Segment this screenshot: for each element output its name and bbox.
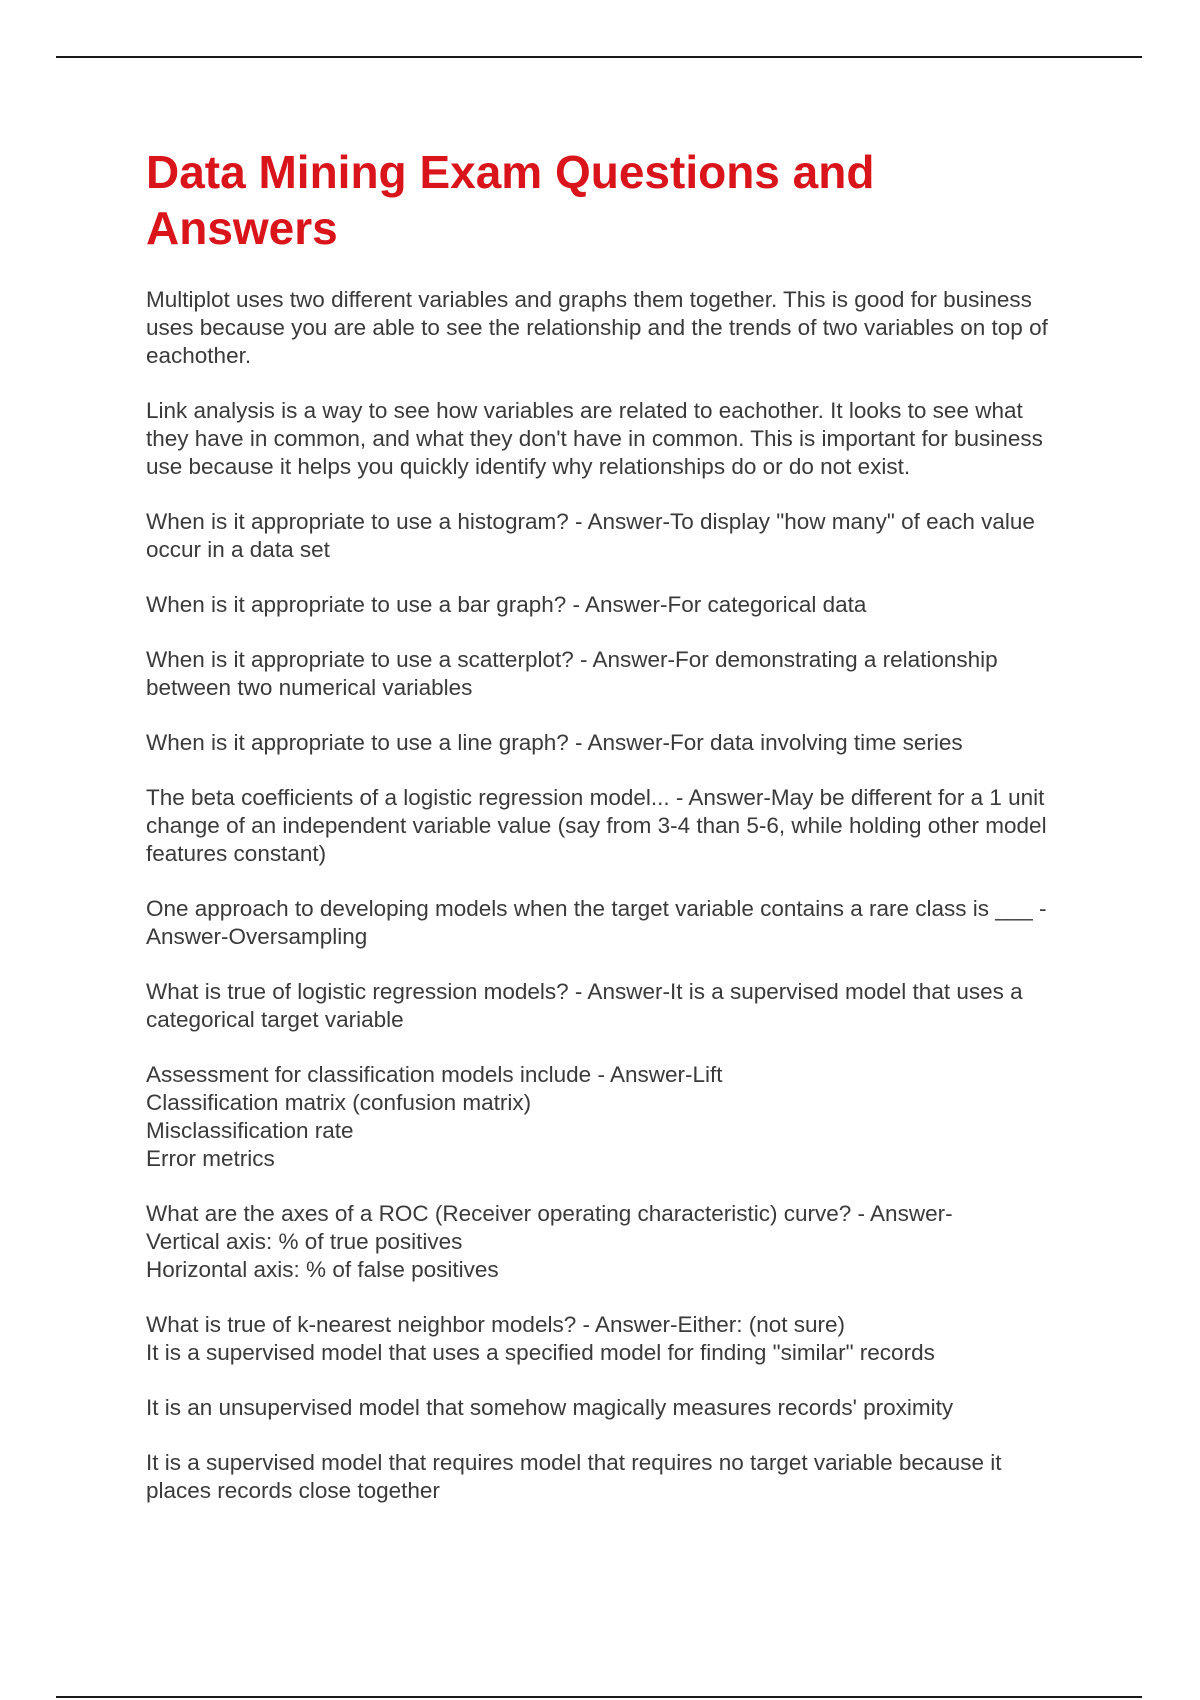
bottom-rule — [56, 1696, 1142, 1698]
paragraph: One approach to developing models when the target variable contains a rare class is ___ - Answer-Oversampling — [146, 896, 1047, 949]
paragraph: When is it appropriate to use a scatterplot? - Answer-For demonstrating a relationship between two numerical variables — [146, 647, 998, 700]
paragraph: When is it appropriate to use a bar graph? - Answer-For categorical data — [146, 592, 867, 617]
paragraph: When is it appropriate to use a histogram? - Answer-To display "how many" of each value occur in a data set — [146, 509, 1035, 562]
top-rule — [56, 56, 1142, 58]
paragraph: What is true of logistic regression models? - Answer-It is a supervised model that uses a categorical target variable — [146, 979, 1023, 1032]
paragraph: It is a supervised model that requires model that requires no target variable because it places records close together — [146, 1450, 1002, 1503]
document-title: Data Mining Exam Questions and Answers — [146, 146, 875, 254]
paragraph: Multiplot uses two different variables and graphs them together. This is good for business uses because you are able to see the relationship and the trends of two variables on top of eachother. — [146, 287, 1048, 368]
paragraph: What are the axes of a ROC (Receiver operating characteristic) curve? - Answer- Vertical axis: % of true positives Horizontal axis: % of false positives — [146, 1201, 953, 1282]
paragraph: What is true of k-nearest neighbor models? - Answer-Either: (not sure) It is a supervised model that uses a specified model for finding "similar" records — [146, 1312, 935, 1365]
paragraph: It is an unsupervised model that somehow magically measures records' proximity — [146, 1395, 954, 1420]
paragraph: Link analysis is a way to see how variables are related to eachother. It looks to see what they have in common, and what they don't have in common. This is important for business use because it helps you quickly identify why relationships do or do not exist. — [146, 398, 1043, 479]
document-body — [146, 144, 1066, 1532]
paragraph: When is it appropriate to use a line graph? - Answer-For data involving time series — [146, 730, 963, 755]
paragraph: The beta coefficients of a logistic regression model... - Answer-May be different for a 1 unit change of an independent variable value (say from 3-4 than 5-6, while holding other model features constant) — [146, 785, 1047, 866]
paragraph: Assessment for classification models include - Answer-Lift Classification matrix (confusion matrix) Misclassification rate Error metrics — [146, 1062, 723, 1171]
